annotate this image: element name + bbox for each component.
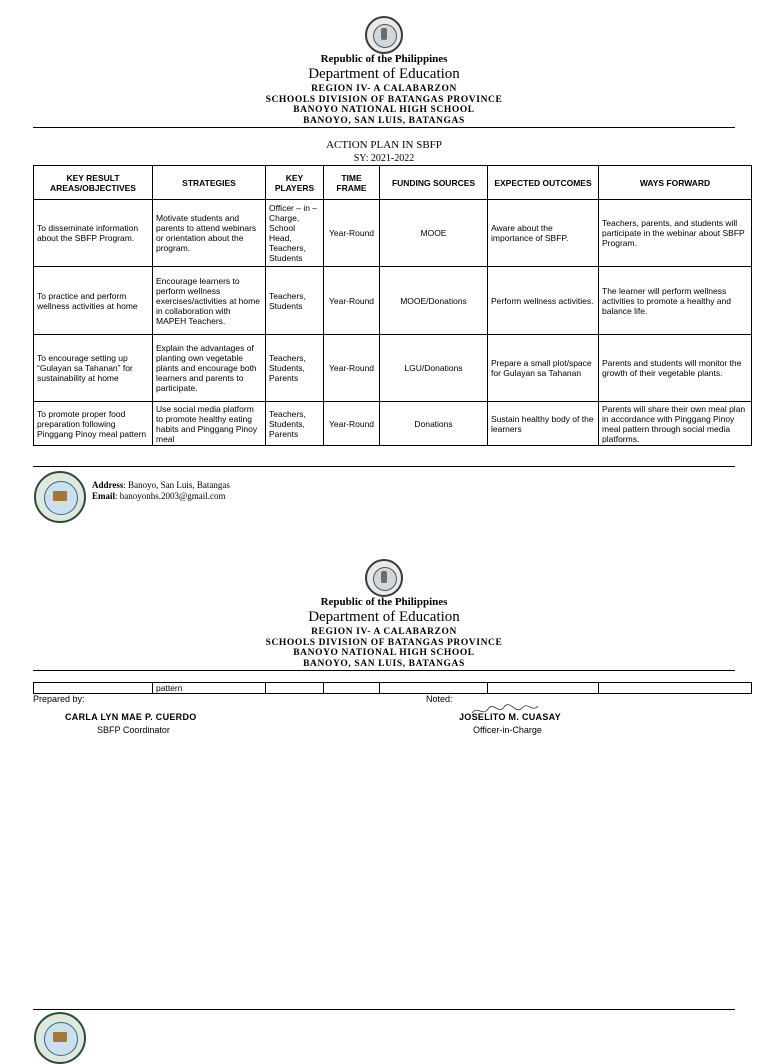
footer-divider — [33, 1009, 735, 1010]
action-plan-table-continued — [33, 682, 752, 694]
timeframe-cell: Year-Round — [324, 200, 380, 267]
objective-cell: To disseminate information about the SBFP Program. — [34, 200, 153, 267]
strategy-cell: pattern — [153, 683, 266, 694]
column-header: EXPECTED OUTCOMES — [488, 166, 599, 200]
outcome-cell — [488, 683, 599, 694]
forward-cell: Teachers, parents, and students will participate in the webinar about SBFP Program. — [599, 200, 752, 267]
republic-line: Republic of the Philippines — [320, 596, 448, 608]
contact-email — [92, 491, 226, 502]
column-header: KEY RESULT AREAS/OBJECTIVES — [34, 166, 153, 200]
noted-title: Officer-in-Charge — [473, 725, 542, 735]
funding-cell: MOOE — [380, 200, 488, 267]
players-cell: Teachers, Students — [266, 267, 324, 335]
timeframe-cell — [324, 683, 380, 694]
prepared-by-label: Prepared by: — [33, 694, 85, 704]
funding-cell — [380, 683, 488, 694]
players-cell: Teachers, Students, Parents — [266, 402, 324, 446]
column-header: STRATEGIES — [153, 166, 266, 200]
outcome-cell: Perform wellness activities. — [488, 267, 599, 335]
email-value: : banoyonhs.2003@gmail.com — [115, 491, 226, 501]
objective-cell: To practice and perform wellness activities at home — [34, 267, 153, 335]
noted-name: JOSELITO M. CUASAY — [459, 712, 561, 722]
players-cell — [266, 683, 324, 694]
funding-cell: Donations — [380, 402, 488, 446]
strategy-cell: Explain the advantages of planting own vegetable plants and encourage both learners and parents to participate. — [153, 335, 266, 402]
forward-cell — [599, 683, 752, 694]
table-row — [34, 402, 752, 446]
division-line: SCHOOLS DIVISION OF BATANGAS PROVINCE — [265, 95, 503, 105]
region-line: REGION IV- A CALABARZON — [311, 627, 457, 637]
deped-seal-icon — [365, 559, 403, 597]
outcome-cell: Sustain healthy body of the learners — [488, 402, 599, 446]
forward-cell: Parents and students will monitor the growth of their vegetable plants. — [599, 335, 752, 402]
column-header: WAYS FORWARD — [599, 166, 752, 200]
table-row — [34, 683, 752, 694]
school-logo-icon — [34, 1012, 86, 1064]
players-cell: Officer – in – Charge, School Head, Teachers, Students — [266, 200, 324, 267]
prepared-name: CARLA LYN MAE P. CUERDO — [65, 712, 197, 722]
action-plan-table — [33, 165, 752, 446]
noted-label: Noted: — [426, 694, 453, 704]
funding-cell: MOOE/Donations — [380, 267, 488, 335]
table-row — [34, 335, 752, 402]
objective-cell: To promote proper food preparation following Pinggang Pinoy meal pattern — [34, 402, 153, 446]
funding-cell: LGU/Donations — [380, 335, 488, 402]
outcome-cell: Aware about the importance of SBFP. — [488, 200, 599, 267]
column-header: FUNDING SOURCES — [380, 166, 488, 200]
school-line: BANOYO NATIONAL HIGH SCHOOL — [293, 105, 475, 115]
address-line: BANOYO, SAN LUIS, BATANGAS — [303, 659, 465, 669]
address-label: Address — [92, 480, 124, 490]
division-line: SCHOOLS DIVISION OF BATANGAS PROVINCE — [265, 638, 503, 648]
department-title: Department of Education — [308, 609, 460, 625]
document-title: ACTION PLAN IN SBFP — [326, 139, 442, 151]
header-divider — [33, 670, 735, 671]
header-divider — [33, 127, 735, 128]
prepared-title: SBFP Coordinator — [97, 725, 170, 735]
strategy-cell: Use social media platform to promote healthy eating habits and Pinggang Pinoy meal — [153, 402, 266, 446]
email-label: Email — [92, 491, 116, 501]
region-line: REGION IV- A CALABARZON — [311, 84, 457, 94]
contact-address — [92, 480, 230, 491]
strategy-cell: Encourage learners to perform wellness exercises/activities at home in collaboration with MAPEH Teachers. — [153, 267, 266, 335]
column-header: TIME FRAME — [324, 166, 380, 200]
school-year: SY: 2021-2022 — [353, 153, 415, 164]
footer-divider — [33, 466, 735, 467]
table-row — [34, 200, 752, 267]
outcome-cell: Prepare a small plot/space for Gulayan sa Tahanan — [488, 335, 599, 402]
address-line: BANOYO, SAN LUIS, BATANGAS — [303, 116, 465, 126]
players-cell: Teachers, Students, Parents — [266, 335, 324, 402]
strategy-cell: Motivate students and parents to attend webinars or orientation about the program. — [153, 200, 266, 267]
forward-cell: The learner will perform wellness activities to promote a healthy and balance life. — [599, 267, 752, 335]
school-logo-icon — [34, 471, 86, 523]
table-header-row — [34, 166, 752, 200]
school-line: BANOYO NATIONAL HIGH SCHOOL — [293, 648, 475, 658]
column-header: KEY PLAYERS — [266, 166, 324, 200]
republic-line: Republic of the Philippines — [320, 53, 448, 65]
department-title: Department of Education — [308, 66, 460, 82]
timeframe-cell: Year-Round — [324, 402, 380, 446]
timeframe-cell: Year-Round — [324, 267, 380, 335]
objective-cell: To encourage setting up “Gulayan sa Tahanan” for sustainability at home — [34, 335, 153, 402]
address-value: : Banoyo, San Luis, Batangas — [123, 480, 230, 490]
timeframe-cell: Year-Round — [324, 335, 380, 402]
deped-seal-icon — [365, 16, 403, 54]
objective-cell — [34, 683, 153, 694]
table-row — [34, 267, 752, 335]
forward-cell: Parents will share their own meal plan in accordance with Pinggang Pinoy meal pattern through social media platforms. — [599, 402, 752, 446]
